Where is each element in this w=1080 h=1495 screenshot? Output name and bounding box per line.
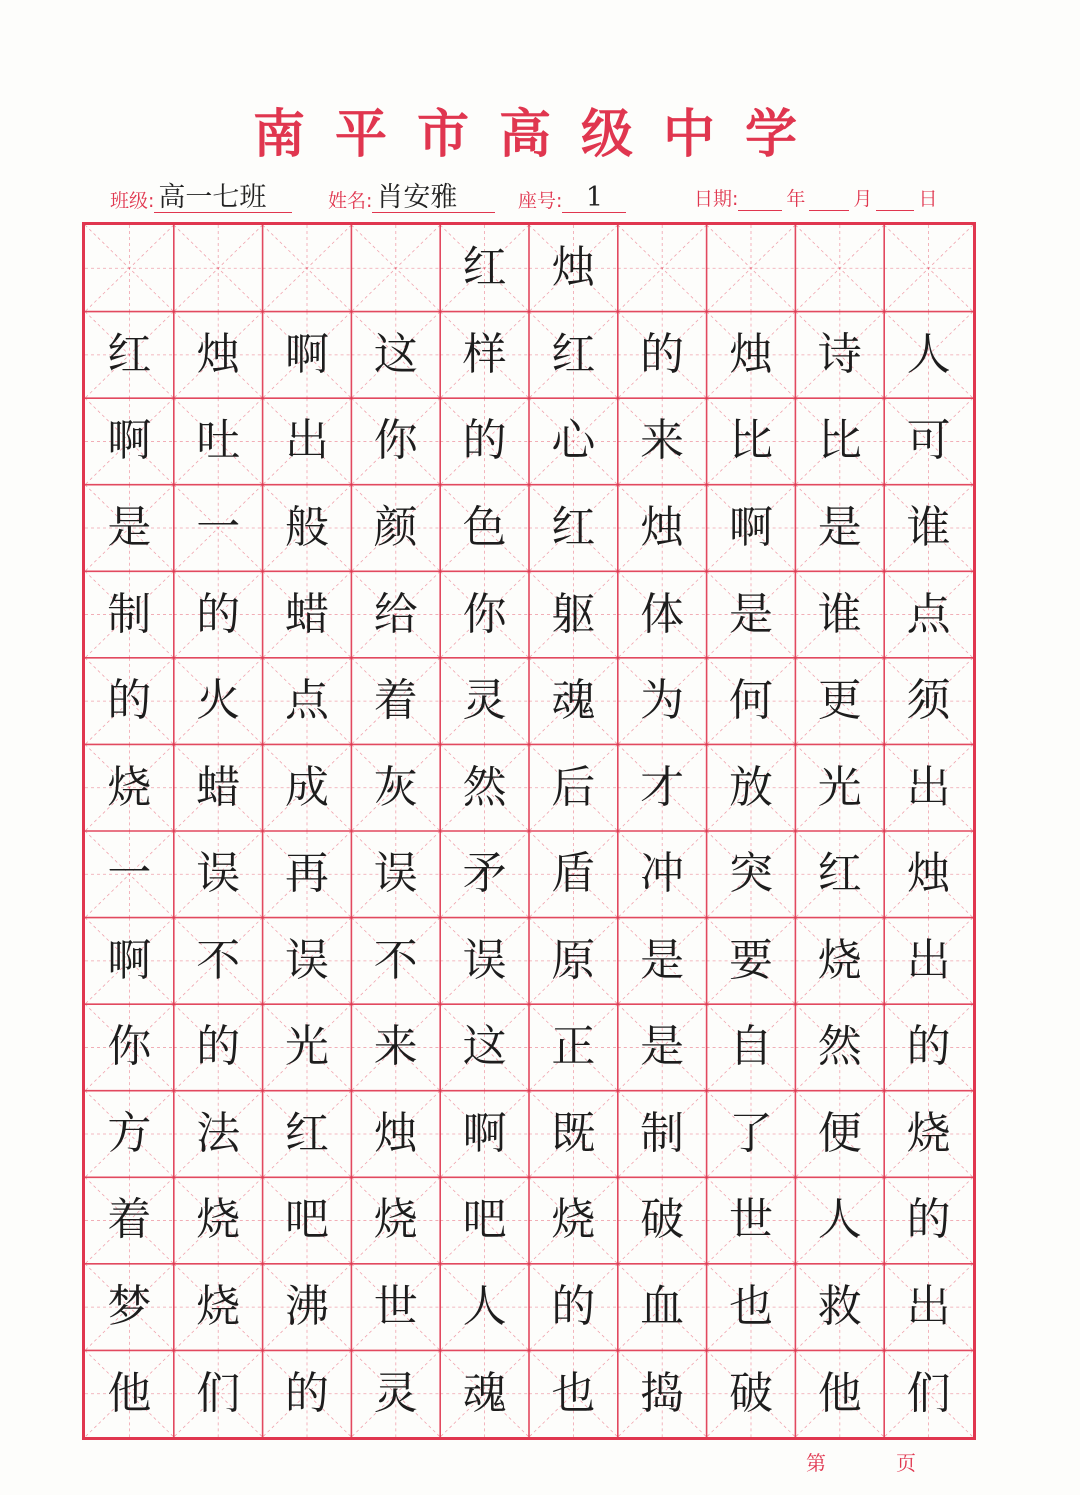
grid-cell: 烛 <box>728 328 773 380</box>
grid-cell: 比 <box>817 415 862 467</box>
year-blank <box>738 190 782 211</box>
grid-cell: 制 <box>640 1107 685 1159</box>
grid-cell: 须 <box>906 675 951 727</box>
grid-cell: 方 <box>107 1107 152 1159</box>
page-number <box>806 1447 916 1476</box>
grid-cell: 心 <box>551 415 596 467</box>
grid-cell: 烛 <box>196 328 241 380</box>
grid-cell: 啊 <box>462 1107 507 1159</box>
grid-cell: 他 <box>107 1367 152 1419</box>
grid-cell: 吐 <box>196 415 241 467</box>
grid-cell: 突 <box>728 848 773 900</box>
grid-cell <box>85 225 174 312</box>
grid-cell: 的 <box>551 1281 596 1333</box>
grid-cell: 烛 <box>551 242 596 294</box>
grid-cell: 般 <box>284 501 329 553</box>
grid-cell: 也 <box>551 1367 596 1419</box>
grid-cell: 梦 <box>107 1281 152 1333</box>
grid-cell: 你 <box>462 588 507 640</box>
grid-cell <box>174 225 263 312</box>
grid-cell: 了 <box>728 1107 773 1159</box>
grid-cell: 再 <box>284 848 329 900</box>
grid-cell: 的 <box>906 1021 951 1073</box>
grid-cell: 然 <box>817 1021 862 1073</box>
day-blank <box>876 190 914 211</box>
grid-cell: 破 <box>728 1367 773 1419</box>
grid-cell: 救 <box>817 1281 862 1333</box>
grid-cell: 血 <box>640 1281 685 1333</box>
grid-cell: 为 <box>640 675 685 727</box>
grid-cell: 一 <box>196 501 241 553</box>
grid-cell: 蜡 <box>284 588 329 640</box>
grid-cell: 你 <box>373 415 418 467</box>
grid-cell: 世 <box>728 1194 773 1246</box>
grid-cell: 烧 <box>817 934 862 986</box>
grid-cell: 人 <box>462 1281 507 1333</box>
grid-cell: 的 <box>196 1021 241 1073</box>
grid-cell: 光 <box>817 761 862 813</box>
grid-cell: 也 <box>728 1281 773 1333</box>
grid-cell: 来 <box>640 415 685 467</box>
grid-cell: 是 <box>640 1021 685 1073</box>
name-field <box>328 184 495 213</box>
grid-cell: 烛 <box>906 848 951 900</box>
grid-cell <box>884 225 973 312</box>
grid-cell: 的 <box>640 328 685 380</box>
grid-cell: 出 <box>284 415 329 467</box>
grid-cell: 来 <box>373 1021 418 1073</box>
grid-cell: 是 <box>728 588 773 640</box>
grid-cell: 放 <box>728 761 773 813</box>
grid-cell: 颜 <box>373 501 418 553</box>
grid-cell: 灵 <box>462 675 507 727</box>
info-row <box>0 178 1080 218</box>
seat-value: 1 <box>562 184 626 213</box>
grid-cell <box>707 225 796 312</box>
class-value: 高一七班 <box>154 184 292 213</box>
grid-cell: 吧 <box>284 1194 329 1246</box>
grid-cell: 误 <box>284 934 329 986</box>
grid-cell: 破 <box>640 1194 685 1246</box>
grid-cell: 人 <box>906 328 951 380</box>
day-label: 日 <box>918 188 938 210</box>
grid-cell: 不 <box>373 934 418 986</box>
grid-cell <box>618 225 707 312</box>
name-label: 姓名: <box>328 190 373 212</box>
grid-cell: 们 <box>906 1367 951 1419</box>
grid-cell: 的 <box>462 415 507 467</box>
grid-cell: 的 <box>906 1194 951 1246</box>
grid-cell: 捣 <box>640 1367 685 1419</box>
grid-cell: 是 <box>107 501 152 553</box>
grid-cell: 才 <box>640 761 685 813</box>
grid-cell: 后 <box>551 761 596 813</box>
grid-cell: 出 <box>906 1281 951 1333</box>
grid-cell: 出 <box>906 934 951 986</box>
grid-cell: 烧 <box>551 1194 596 1246</box>
grid-cell: 啊 <box>284 328 329 380</box>
grid-cell: 灵 <box>373 1367 418 1419</box>
grid-cell: 是 <box>640 934 685 986</box>
month-label: 月 <box>853 188 873 210</box>
grid-cell: 误 <box>373 848 418 900</box>
grid-cell: 的 <box>284 1367 329 1419</box>
grid-cell: 点 <box>284 675 329 727</box>
school-title: 南平市高级中学 <box>252 104 827 165</box>
grid-cell: 谁 <box>817 588 862 640</box>
grid-cell: 矛 <box>462 848 507 900</box>
grid-cell: 色 <box>462 501 507 553</box>
grid-cell: 魂 <box>551 675 596 727</box>
grid-cell: 的 <box>196 588 241 640</box>
grid-cell: 点 <box>906 588 951 640</box>
grid-cell <box>263 225 352 312</box>
grid-cell: 给 <box>373 588 418 640</box>
grid-cell: 一 <box>107 848 152 900</box>
grid-cell: 烛 <box>640 501 685 553</box>
grid-cell: 魂 <box>462 1367 507 1419</box>
grid-cell: 火 <box>196 675 241 727</box>
grid-cell: 啊 <box>107 415 152 467</box>
grid-cell: 们 <box>196 1367 241 1419</box>
name-value: 肖安雅 <box>372 184 495 213</box>
grid-cell: 原 <box>551 934 596 986</box>
grid-cell: 制 <box>107 588 152 640</box>
grid-cell: 要 <box>728 934 773 986</box>
page-suffix: 页 <box>896 1451 916 1475</box>
grid-cell: 烛 <box>373 1107 418 1159</box>
date-field <box>694 184 941 211</box>
grid-cell: 红 <box>284 1107 329 1159</box>
grid-cell: 不 <box>196 934 241 986</box>
grid-cell: 出 <box>906 761 951 813</box>
grid-cell: 光 <box>284 1021 329 1073</box>
grid-cell: 烧 <box>196 1281 241 1333</box>
grid-cell: 红 <box>551 501 596 553</box>
grid-cell: 比 <box>728 415 773 467</box>
grid-cell: 红 <box>107 328 152 380</box>
grid-cell: 这 <box>373 328 418 380</box>
grid-cell: 吧 <box>462 1194 507 1246</box>
grid-cell: 法 <box>196 1107 241 1159</box>
grid-cell: 着 <box>107 1194 152 1246</box>
grid-cell: 成 <box>284 761 329 813</box>
class-label: 班级: <box>110 190 155 212</box>
grid-cell: 灰 <box>373 761 418 813</box>
grid-cell: 诗 <box>817 328 862 380</box>
grid-cell: 啊 <box>107 934 152 986</box>
grid-cell: 你 <box>107 1021 152 1073</box>
grid-cell: 误 <box>196 848 241 900</box>
seat-field <box>518 184 626 213</box>
grid-cell <box>795 225 884 312</box>
grid-cell: 啊 <box>728 501 773 553</box>
grid-cell: 红 <box>462 242 507 294</box>
grid-cell: 正 <box>551 1021 596 1073</box>
grid-cell: 红 <box>551 328 596 380</box>
grid-cell: 烧 <box>906 1107 951 1159</box>
grid-cell: 误 <box>462 934 507 986</box>
grid-cell: 的 <box>107 675 152 727</box>
grid-cell: 更 <box>817 675 862 727</box>
grid-cell: 烧 <box>107 761 152 813</box>
grid-cell: 冲 <box>640 848 685 900</box>
class-field <box>110 184 292 213</box>
grid-cell: 可 <box>906 415 951 467</box>
date-label: 日期: <box>694 188 739 210</box>
grid-cell: 着 <box>373 675 418 727</box>
month-blank <box>809 190 849 211</box>
character-grid <box>85 225 973 1437</box>
grid-cell: 躯 <box>551 588 596 640</box>
grid-cell: 谁 <box>906 501 951 553</box>
grid-cell: 然 <box>462 761 507 813</box>
grid-cell: 人 <box>817 1194 862 1246</box>
grid-cell: 沸 <box>284 1281 329 1333</box>
page-prefix: 第 <box>806 1451 826 1475</box>
seat-label: 座号: <box>518 190 563 212</box>
grid-cell: 红 <box>817 848 862 900</box>
grid-cell: 样 <box>462 328 507 380</box>
grid-cell: 便 <box>817 1107 862 1159</box>
grid-cell: 这 <box>462 1021 507 1073</box>
grid-cell: 烧 <box>196 1194 241 1246</box>
grid-cell: 烧 <box>373 1194 418 1246</box>
grid-cell: 体 <box>640 588 685 640</box>
grid-cell: 他 <box>817 1367 862 1419</box>
grid-cell: 是 <box>817 501 862 553</box>
grid-cell: 盾 <box>551 848 596 900</box>
grid-cell: 何 <box>728 675 773 727</box>
grid-cell <box>351 225 440 312</box>
grid-cell: 自 <box>728 1021 773 1073</box>
grid-cell: 世 <box>373 1281 418 1333</box>
grid-cell: 既 <box>551 1107 596 1159</box>
year-label: 年 <box>786 188 806 210</box>
grid-cell: 蜡 <box>196 761 241 813</box>
